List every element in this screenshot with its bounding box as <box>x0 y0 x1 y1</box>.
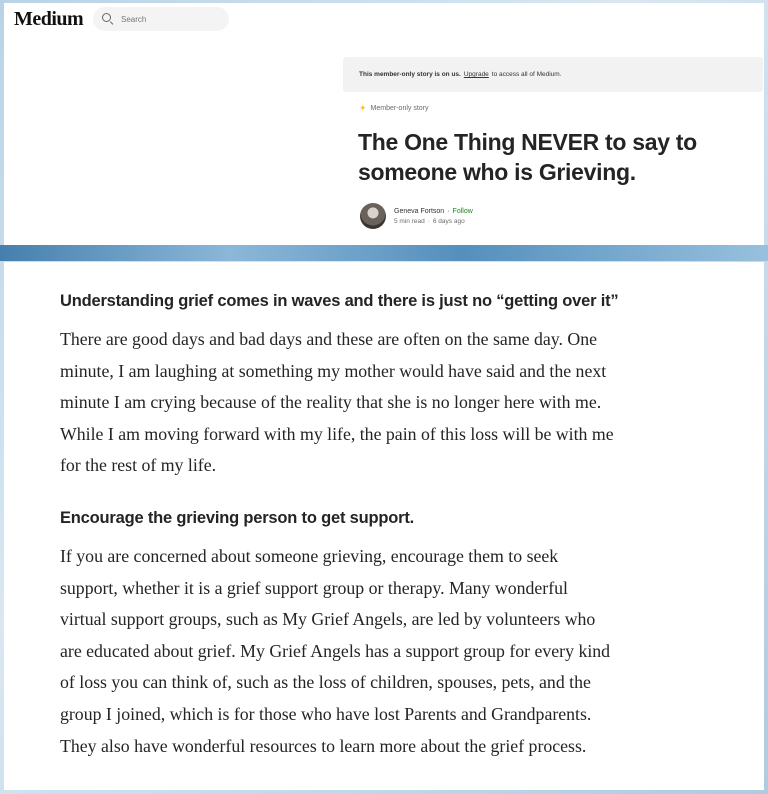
paragraph-line: group I joined, which is for those who have lost Parents and Grandparents. <box>60 703 592 724</box>
paragraph-line: They also have wonderful resources to learn more about the grief process. <box>60 735 587 756</box>
author-row <box>360 203 473 229</box>
paragraph-line: of loss you can think of, such as the loss of children, spouses, pets, and the <box>60 672 591 693</box>
divider-band <box>0 245 768 261</box>
section-heading: Encourage the grieving person to get support. <box>60 509 415 527</box>
paragraph-line: There are good days and bad days and these are often on the same day. One <box>60 329 598 349</box>
section-paragraph <box>60 324 750 482</box>
follow-button[interactable]: Follow <box>452 207 473 215</box>
member-only-label: Member-only story <box>370 105 429 112</box>
separator: · <box>447 207 450 215</box>
banner-lead: This member-only story is on us. <box>359 71 461 78</box>
search-bar[interactable] <box>93 7 229 31</box>
article-header-screenshot <box>4 3 764 245</box>
member-banner <box>343 57 763 92</box>
section-paragraph <box>60 541 750 762</box>
medium-logo[interactable]: Medium <box>14 8 84 30</box>
star-icon: ✦ <box>359 103 367 113</box>
paragraph-line: virtual support groups, such as My Grief Angels, are led by volunteers who <box>60 609 596 630</box>
section-heading: Understanding grief comes in waves and there is just no “getting over it” <box>60 292 619 310</box>
author-meta <box>394 208 473 225</box>
paragraph-line: support, whether it is a grief support group or therapy. Many wonderful <box>60 577 568 598</box>
paragraph-line: minute I am crying because of the reality that she is no longer here with me. <box>60 392 602 413</box>
upgrade-link[interactable]: Upgrade <box>463 71 489 78</box>
separator: · <box>427 217 430 225</box>
paragraph-line: While I am moving forward with my life, the pain of this loss will be with me <box>60 423 614 444</box>
publish-age: 6 days ago <box>432 217 465 225</box>
search-icon <box>101 12 115 26</box>
paragraph-line: minute, I am laughing at something my mother would have said and the next <box>60 360 607 381</box>
search-placeholder: Search <box>121 14 147 24</box>
article-body-screenshot <box>4 262 764 790</box>
read-time: 5 min read <box>394 217 425 225</box>
author-name[interactable]: Geneva Fortson <box>394 207 445 215</box>
paragraph-line: If you are concerned about someone grieving, encourage them to seek <box>60 546 559 566</box>
paragraph-line: for the rest of my life. <box>60 455 217 476</box>
member-only-tag <box>359 104 429 113</box>
banner-rest: to access all of Medium. <box>491 71 562 78</box>
paragraph-line: are educated about grief. My Grief Angels has a support group for every kind <box>60 640 611 661</box>
avatar[interactable] <box>360 203 386 229</box>
article-title: The One Thing NEVER to say to someone who is Grieving. <box>358 129 697 185</box>
